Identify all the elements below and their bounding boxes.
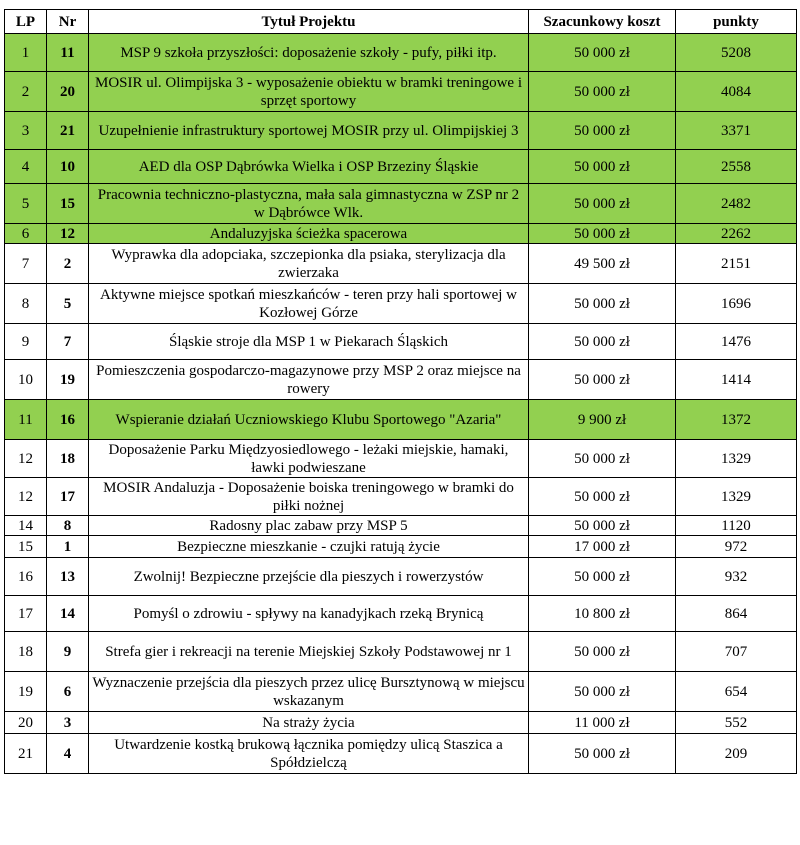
row-lp: 5 xyxy=(5,184,47,224)
row-points: 707 xyxy=(676,632,797,672)
row-lp: 12 xyxy=(5,440,47,478)
table-row xyxy=(5,150,797,184)
row-nr: 15 xyxy=(47,184,89,224)
row-nr: 19 xyxy=(47,360,89,400)
row-cost: 11 000 zł xyxy=(529,712,676,734)
row-points: 1372 xyxy=(676,400,797,440)
row-nr: 10 xyxy=(47,150,89,184)
table-row xyxy=(5,632,797,672)
row-points: 1329 xyxy=(676,440,797,478)
row-cost: 50 000 zł xyxy=(529,184,676,224)
row-lp: 3 xyxy=(5,112,47,150)
row-points: 4084 xyxy=(676,72,797,112)
row-lp: 10 xyxy=(5,360,47,400)
row-points: 932 xyxy=(676,558,797,596)
row-cost: 50 000 zł xyxy=(529,440,676,478)
row-title: MOSIR ul. Olimpijska 3 - wyposażenie obiektu w bramki treningowe i sprzęt sportowy xyxy=(89,72,529,112)
header-title: Tytuł Projektu xyxy=(89,10,529,34)
row-cost: 50 000 zł xyxy=(529,150,676,184)
header-lp: LP xyxy=(5,10,47,34)
row-title: Radosny plac zabaw przy MSP 5 xyxy=(89,516,529,536)
row-lp: 6 xyxy=(5,224,47,244)
row-cost: 49 500 zł xyxy=(529,244,676,284)
table-row xyxy=(5,360,797,400)
row-title: Bezpieczne mieszkanie - czujki ratują życie xyxy=(89,536,529,558)
row-cost: 50 000 zł xyxy=(529,734,676,774)
row-points: 2482 xyxy=(676,184,797,224)
row-cost: 17 000 zł xyxy=(529,536,676,558)
row-nr: 7 xyxy=(47,324,89,360)
row-lp: 20 xyxy=(5,712,47,734)
row-title: Doposażenie Parku Międzyosiedlowego - leżaki miejskie, hamaki, ławki podwieszane xyxy=(89,440,529,478)
table-row xyxy=(5,536,797,558)
row-lp: 14 xyxy=(5,516,47,536)
row-points: 972 xyxy=(676,536,797,558)
row-nr: 3 xyxy=(47,712,89,734)
row-title: MSP 9 szkoła przyszłości: doposażenie szkoły - pufy, piłki itp. xyxy=(89,34,529,72)
row-nr: 18 xyxy=(47,440,89,478)
row-nr: 20 xyxy=(47,72,89,112)
table-row xyxy=(5,712,797,734)
row-lp: 16 xyxy=(5,558,47,596)
row-cost: 9 900 zł xyxy=(529,400,676,440)
row-lp: 9 xyxy=(5,324,47,360)
row-title: AED dla OSP Dąbrówka Wielka i OSP Brzeziny Śląskie xyxy=(89,150,529,184)
row-nr: 12 xyxy=(47,224,89,244)
row-points: 552 xyxy=(676,712,797,734)
table-row xyxy=(5,400,797,440)
table-row xyxy=(5,440,797,478)
row-title: Uzupełnienie infrastruktury sportowej MOSIR przy ul. Olimpijskiej 3 xyxy=(89,112,529,150)
row-cost: 50 000 zł xyxy=(529,516,676,536)
row-cost: 50 000 zł xyxy=(529,112,676,150)
table-row xyxy=(5,324,797,360)
table-row xyxy=(5,596,797,632)
header-points: punkty xyxy=(676,10,797,34)
row-lp: 8 xyxy=(5,284,47,324)
row-nr: 21 xyxy=(47,112,89,150)
row-cost: 50 000 zł xyxy=(529,34,676,72)
row-lp: 7 xyxy=(5,244,47,284)
projects-table xyxy=(4,9,797,774)
row-title: Na straży życia xyxy=(89,712,529,734)
row-points: 1476 xyxy=(676,324,797,360)
row-nr: 13 xyxy=(47,558,89,596)
row-cost: 50 000 zł xyxy=(529,558,676,596)
row-lp: 2 xyxy=(5,72,47,112)
table-row xyxy=(5,284,797,324)
row-nr: 4 xyxy=(47,734,89,774)
row-cost: 50 000 zł xyxy=(529,478,676,516)
row-cost: 10 800 zł xyxy=(529,596,676,632)
row-points: 209 xyxy=(676,734,797,774)
row-cost: 50 000 zł xyxy=(529,324,676,360)
row-lp: 21 xyxy=(5,734,47,774)
table-row xyxy=(5,244,797,284)
table-row xyxy=(5,734,797,774)
row-lp: 15 xyxy=(5,536,47,558)
row-points: 2558 xyxy=(676,150,797,184)
table-row xyxy=(5,516,797,536)
row-cost: 50 000 zł xyxy=(529,284,676,324)
row-nr: 6 xyxy=(47,672,89,712)
row-nr: 16 xyxy=(47,400,89,440)
row-nr: 14 xyxy=(47,596,89,632)
row-title: Wspieranie działań Uczniowskiego Klubu Sportowego "Azaria" xyxy=(89,400,529,440)
row-points: 1329 xyxy=(676,478,797,516)
header-cost: Szacunkowy koszt xyxy=(529,10,676,34)
table-row xyxy=(5,224,797,244)
row-title: Pomieszczenia gospodarczo-magazynowe przy MSP 2 oraz miejsce na rowery xyxy=(89,360,529,400)
row-cost: 50 000 zł xyxy=(529,224,676,244)
row-cost: 50 000 zł xyxy=(529,360,676,400)
header-row xyxy=(5,10,797,34)
row-points: 3371 xyxy=(676,112,797,150)
row-title: Wyznaczenie przejścia dla pieszych przez ulicę Bursztynową w miejscu wskazanym xyxy=(89,672,529,712)
row-nr: 1 xyxy=(47,536,89,558)
table-row xyxy=(5,558,797,596)
row-points: 864 xyxy=(676,596,797,632)
row-title: Aktywne miejsce spotkań mieszkańców - teren przy hali sportowej w Kozłowej Górze xyxy=(89,284,529,324)
row-cost: 50 000 zł xyxy=(529,672,676,712)
row-nr: 17 xyxy=(47,478,89,516)
row-title: Zwolnij! Bezpieczne przejście dla pieszych i rowerzystów xyxy=(89,558,529,596)
row-title: Pomyśl o zdrowiu - spływy na kanadyjkach rzeką Brynicą xyxy=(89,596,529,632)
table-row xyxy=(5,478,797,516)
row-points: 1696 xyxy=(676,284,797,324)
row-lp: 18 xyxy=(5,632,47,672)
row-nr: 2 xyxy=(47,244,89,284)
table-row xyxy=(5,672,797,712)
row-lp: 4 xyxy=(5,150,47,184)
row-points: 1120 xyxy=(676,516,797,536)
table-row xyxy=(5,34,797,72)
row-lp: 19 xyxy=(5,672,47,712)
row-nr: 5 xyxy=(47,284,89,324)
row-title: Pracownia techniczno-plastyczna, mała sala gimnastyczna w ZSP nr 2 w Dąbrówce Wlk. xyxy=(89,184,529,224)
row-lp: 11 xyxy=(5,400,47,440)
row-points: 2262 xyxy=(676,224,797,244)
table-row xyxy=(5,72,797,112)
table-body xyxy=(5,34,797,774)
table-row xyxy=(5,184,797,224)
row-nr: 8 xyxy=(47,516,89,536)
row-cost: 50 000 zł xyxy=(529,72,676,112)
row-cost: 50 000 zł xyxy=(529,632,676,672)
row-points: 654 xyxy=(676,672,797,712)
row-points: 1414 xyxy=(676,360,797,400)
row-title: Strefa gier i rekreacji na terenie Miejskiej Szkoły Podstawowej nr 1 xyxy=(89,632,529,672)
header-nr: Nr xyxy=(47,10,89,34)
table-row xyxy=(5,112,797,150)
row-nr: 11 xyxy=(47,34,89,72)
row-points: 2151 xyxy=(676,244,797,284)
row-title: MOSIR Andaluzja - Doposażenie boiska treningowego w bramki do piłki nożnej xyxy=(89,478,529,516)
row-title: Utwardzenie kostką brukową łącznika pomiędzy ulicą Staszica a Spółdzielczą xyxy=(89,734,529,774)
row-points: 5208 xyxy=(676,34,797,72)
row-title: Wyprawka dla adopciaka, szczepionka dla psiaka, sterylizacja dla zwierzaka xyxy=(89,244,529,284)
row-lp: 17 xyxy=(5,596,47,632)
row-nr: 9 xyxy=(47,632,89,672)
row-lp: 12 xyxy=(5,478,47,516)
row-title: Andaluzyjska ścieżka spacerowa xyxy=(89,224,529,244)
row-title: Śląskie stroje dla MSP 1 w Piekarach Śląskich xyxy=(89,324,529,360)
row-lp: 1 xyxy=(5,34,47,72)
